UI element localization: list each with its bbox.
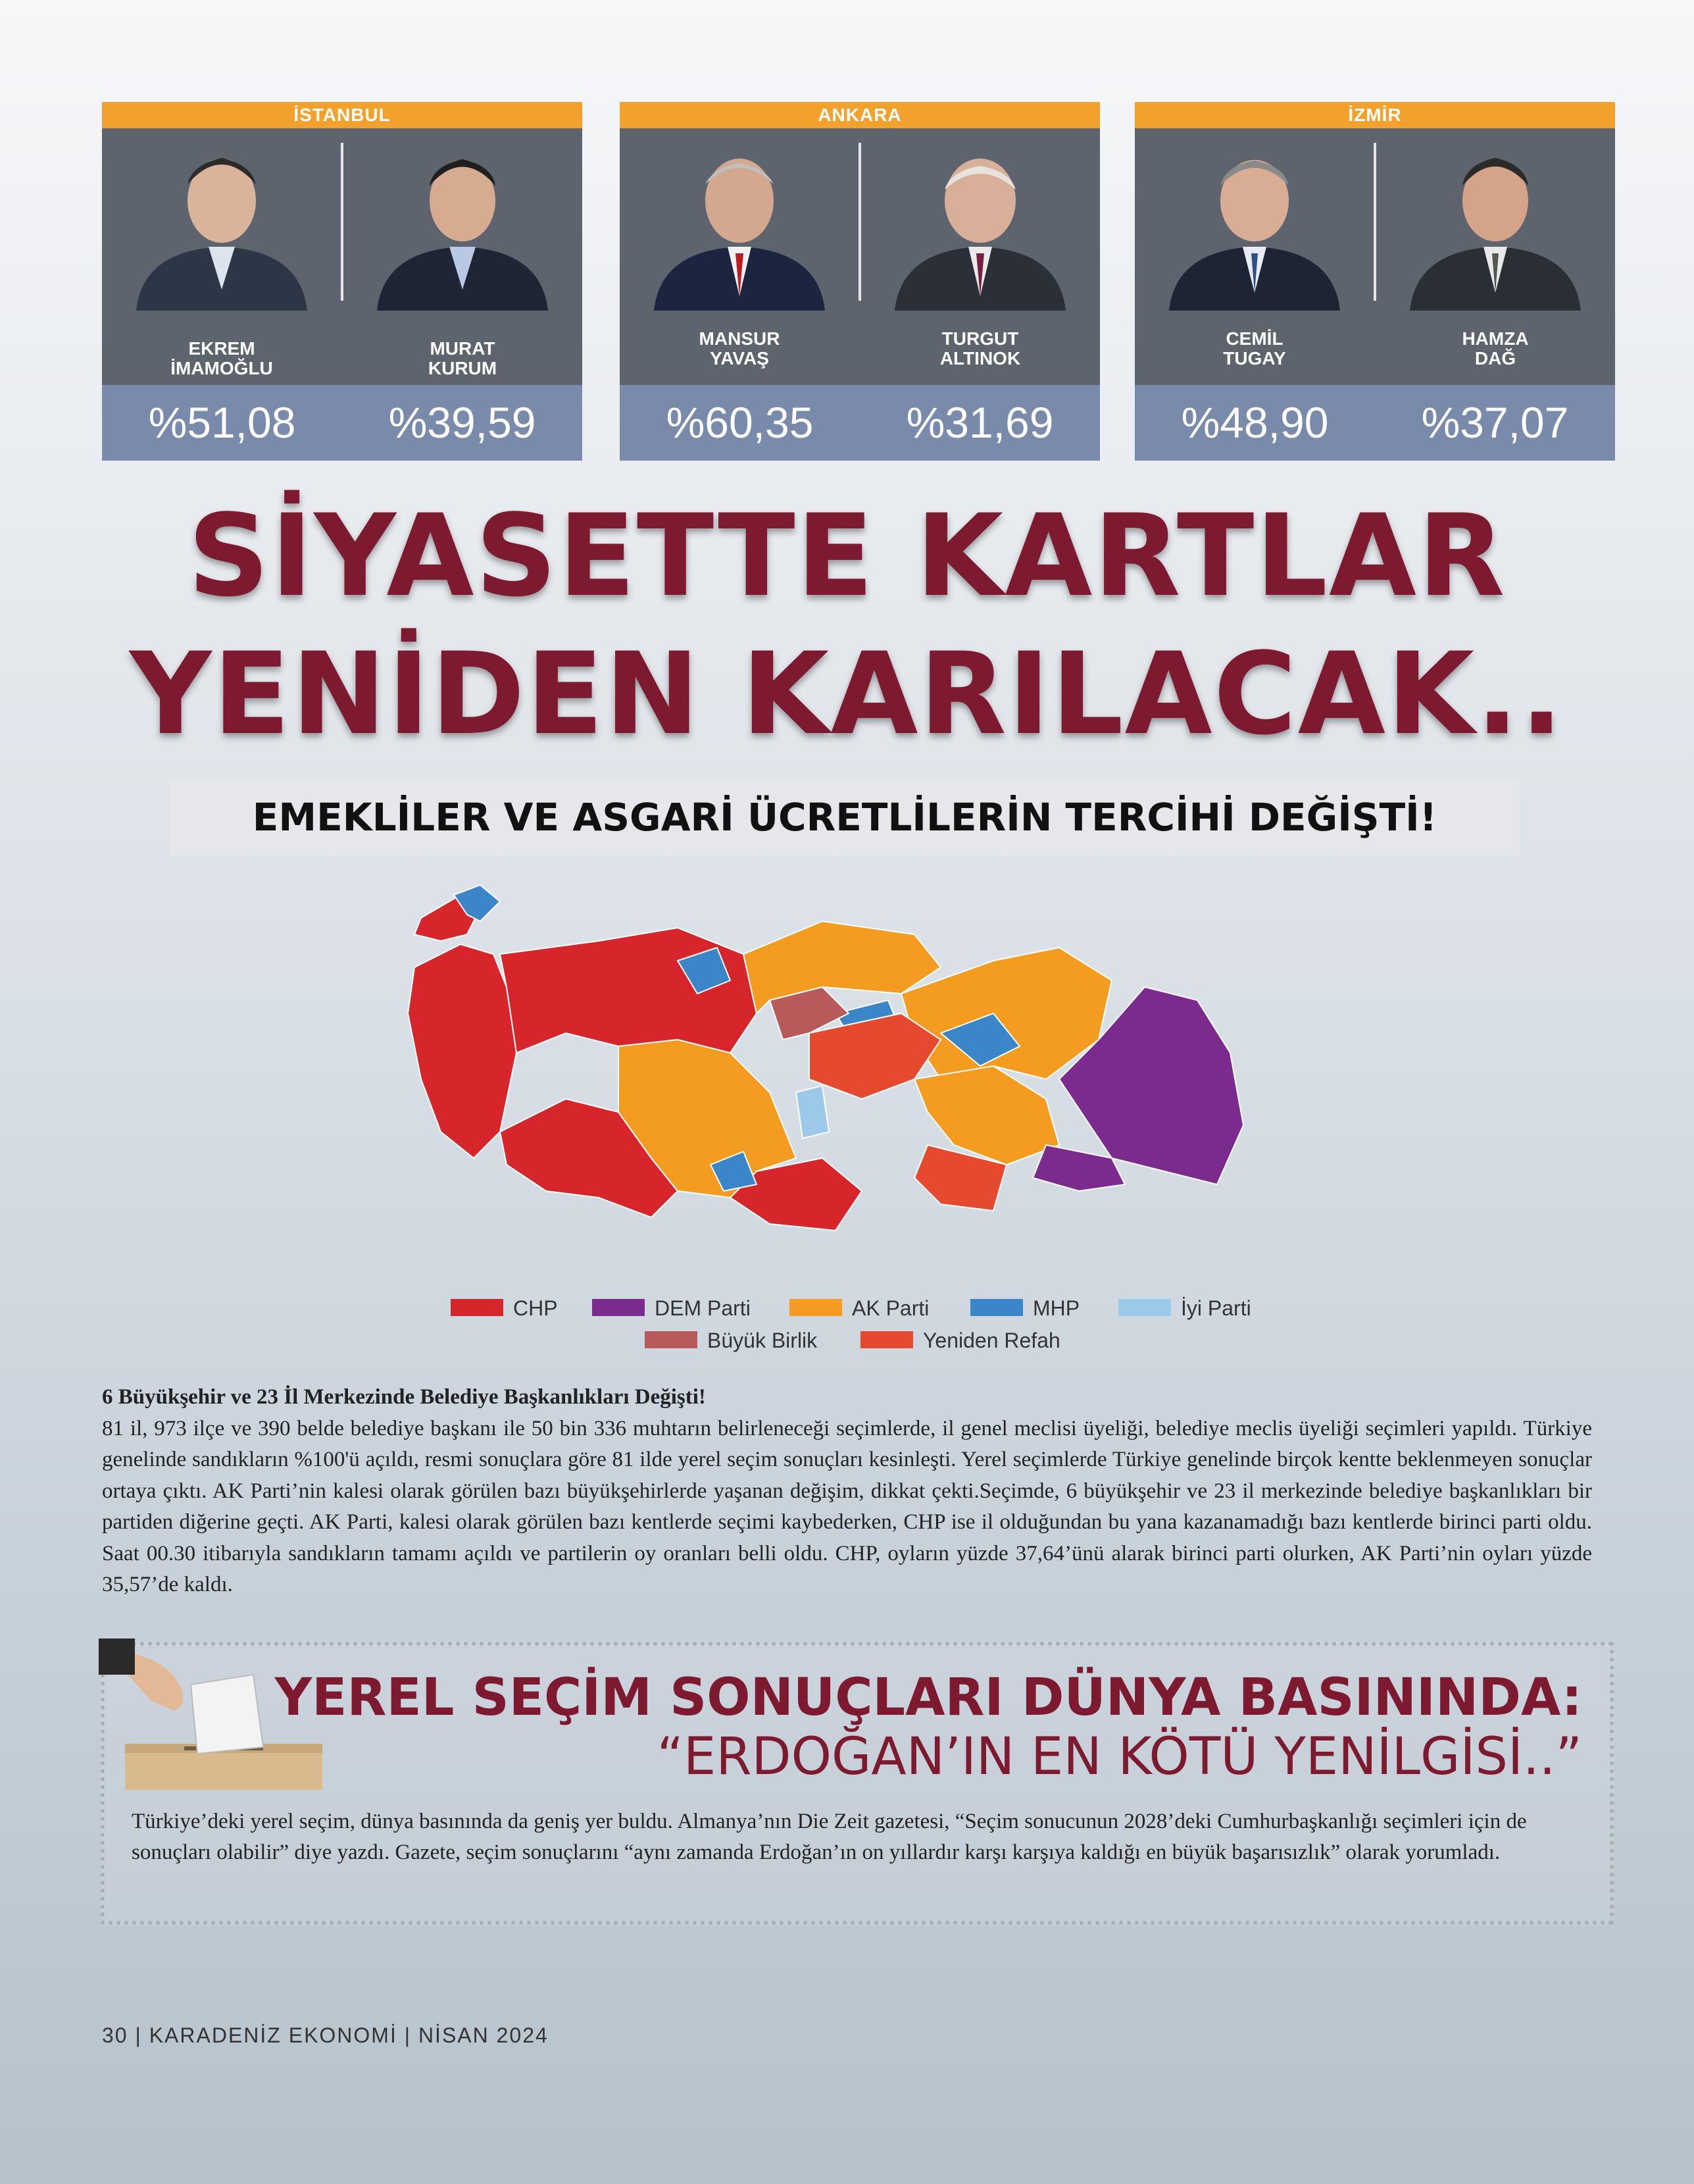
vote-percent: %51,08 — [148, 398, 296, 447]
candidate-name — [110, 339, 334, 378]
map-region — [796, 1086, 829, 1138]
footer-separator: | — [135, 2023, 149, 2047]
city-header: ANKARA — [620, 102, 1100, 128]
legend-label: MHP — [1033, 1296, 1080, 1320]
candidate-name — [628, 329, 851, 368]
subhead: EMEKLİLER VE ASGARİ ÜCRETLİLERİN TERCİHİ DEĞİŞTİ! — [252, 795, 1437, 840]
panel-divider — [1374, 143, 1376, 301]
candidate-name-line: DAĞ — [1474, 348, 1516, 368]
legend-swatch — [1118, 1299, 1171, 1316]
footer-separator: | — [404, 2023, 418, 2047]
legend-swatch — [970, 1299, 1023, 1316]
vote-percent: %37,07 — [1421, 398, 1569, 447]
percent-bar — [620, 385, 1100, 461]
candidate-name-line: HAMZA — [1462, 328, 1529, 349]
headline-line-1: SİYASETTE KARTLAR — [187, 490, 1507, 622]
candidate-photo — [1156, 138, 1353, 311]
legend-label: İyi Parti — [1181, 1296, 1251, 1320]
legend-swatch — [645, 1331, 697, 1348]
percent-bar — [1135, 385, 1615, 461]
candidate-name-line: EKREM — [188, 338, 255, 359]
panel-divider — [859, 143, 861, 301]
candidate-name-line: İMAMOĞLU — [170, 358, 273, 378]
article — [102, 1382, 1592, 1601]
legend-label: DEM Parti — [655, 1296, 751, 1320]
legend-label: Büyük Birlik — [707, 1329, 818, 1352]
city-panel-istanbul — [102, 102, 582, 461]
press-body: Türkiye’deki yerel seçim, dünya basınında da geniş yer buldu. Almanya’nın Die Zeit gazetesi, “Seçim sonucunun 2028’deki Cumhurbaşkanlığı seçimleri için de sonuçları olabilir” diye yazdı. Gazete, seçim sonuçlarını “aynı zamanda Erdoğan’ın on yıllardır karşı karşıya kaldığı en büyük başarısızlık” olarak yorumladı. — [132, 1810, 1527, 1864]
city-header: İZMİR — [1135, 102, 1615, 128]
legend-label: CHP — [513, 1296, 558, 1320]
legend-label: AK Parti — [852, 1296, 930, 1320]
candidate-name-line: TURGUT — [941, 328, 1019, 349]
candidate-photo — [123, 138, 320, 311]
map-region — [500, 928, 757, 1053]
panel-divider — [341, 143, 343, 301]
candidate-name-line: CEMİL — [1226, 328, 1283, 349]
candidate-name-line: YAVAŞ — [710, 348, 769, 368]
candidate-name-line: MANSUR — [699, 328, 780, 349]
page-footer — [102, 2023, 549, 2048]
page-number: 30 — [102, 2023, 128, 2047]
issue-date: NİSAN 2024 — [418, 2023, 549, 2047]
city-panel-izmir — [1135, 102, 1615, 461]
candidate-name — [868, 329, 1092, 368]
vote-percent: %39,59 — [388, 398, 536, 447]
candidate-name-line: TUGAY — [1223, 348, 1286, 368]
legend-label: Yeniden Refah — [923, 1329, 1060, 1352]
legend-swatch — [789, 1299, 842, 1316]
percent-bar — [102, 385, 582, 461]
vote-percent: %31,69 — [906, 398, 1054, 447]
candidate-photo — [1397, 138, 1594, 311]
city-header: İSTANBUL — [102, 102, 582, 128]
candidate-photo — [882, 138, 1079, 311]
city-panel-ankara — [620, 102, 1100, 461]
press-title: YEREL SEÇİM SONUÇLARI DÜNYA BASININDA: — [274, 1668, 1582, 1727]
candidate-name — [1143, 329, 1366, 368]
vote-percent: %60,35 — [666, 398, 814, 447]
headline-line-2: YENİDEN KARILACAK.. — [130, 628, 1564, 760]
candidate-name-line: ALTINOK — [939, 348, 1021, 368]
candidate-name-line: KURUM — [428, 358, 497, 378]
press-subtitle: “ERDOĞAN’IN EN KÖTÜ YENİLGİSİ..” — [657, 1727, 1582, 1787]
legend-swatch — [451, 1299, 503, 1316]
publication-name: KARADENİZ EKONOMİ — [149, 2023, 397, 2047]
article-body: 81 il, 973 ilçe ve 390 belde belediye başkanı ile 50 bin 336 muhtarın belirleneceği seçimlerde, il genel meclisi üyeliği, belediye meclis üyeliği seçimleri yapıldı. Türkiye genelinde sandıkların %100'ü açıldı, resmi sonuçlara göre 81 ilde yerel seçim sonuçları kesinleşti. Yerel seçimlerde Türkiye genelinde birçok kentte beklenmeyen sonuçlar ortaya çıktı. AK Parti’nin kalesi olarak görülen bazı büyükşehirlerde yaşanan değişim, dikkat çekti.Seçimde, 6 büyükşehir ve 23 il merkezinde belediye başkanlıkları bir partiden diğerine geçti. AK Parti, kalesi olarak görülen bazı kentlerde seçimi kaybederken, CHP ise il olduğundan bu yana kazanamadığı bazı kentlerde birinci parti oldu. Saat 00.30 itibarıyla sandıkların tamamı açıldı ve partilerin oy oranları belli oldu. CHP, oyların yüzde 37,64’ünü alarak birinci parti olurken, AK Parti’nin oyları yüzde 35,57’de kaldı. — [102, 1416, 1592, 1596]
candidate-name-line: MURAT — [430, 338, 495, 359]
candidate-name — [351, 339, 574, 378]
legend-swatch — [592, 1299, 645, 1316]
map-region — [408, 944, 516, 1158]
candidate-photo — [641, 138, 838, 311]
legend-swatch — [860, 1331, 913, 1348]
vote-percent: %48,90 — [1181, 398, 1329, 447]
article-title: 6 Büyükşehir ve 23 İl Merkezinde Belediye Başkanlıkları Değişti! — [102, 1385, 706, 1409]
candidate-name — [1383, 329, 1607, 368]
turkey-election-map — [401, 882, 1296, 1270]
candidate-photo — [364, 138, 561, 311]
subhead-box — [170, 780, 1520, 855]
